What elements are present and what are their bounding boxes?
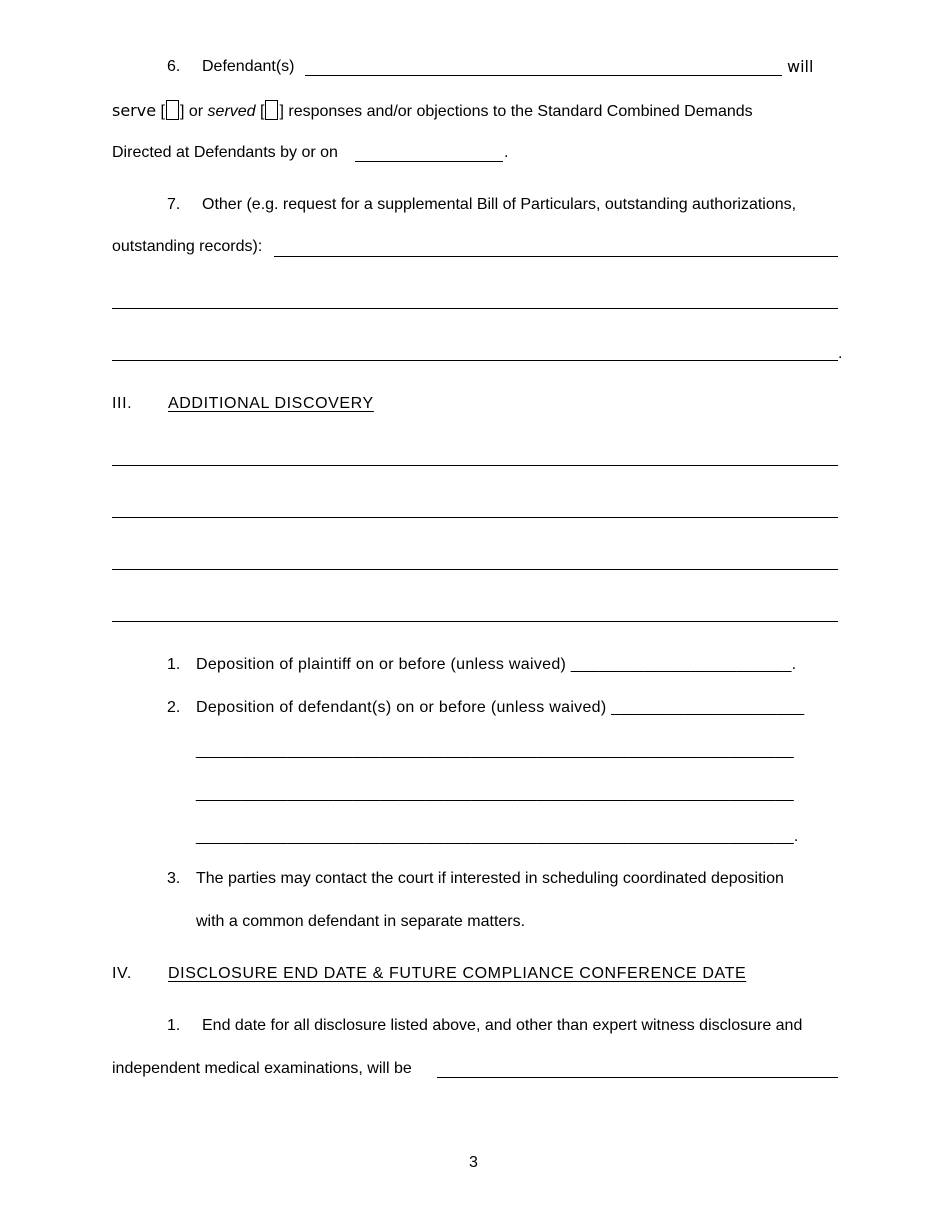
item-7-line2: outstanding records): (112, 238, 263, 255)
section-3-item-1-text: Deposition of plaintiff on or before (unless waived) ________________________. (196, 656, 797, 673)
item-6-period: . (504, 144, 509, 161)
page-number: 3 (469, 1154, 478, 1171)
section-3-item-3-number: 3. (167, 870, 181, 887)
section-3-item-2-blank-2[interactable]: _________________________________________________________________ (196, 785, 794, 802)
or-word: or (188, 103, 204, 120)
served-checkbox[interactable] (265, 100, 278, 120)
section-4-item-1-number: 1. (167, 1017, 181, 1034)
serve-word: serve (112, 101, 157, 120)
demands-date-field[interactable] (355, 161, 503, 162)
additional-discovery-line-4[interactable] (112, 621, 838, 622)
section-3-item-1-number: 1. (167, 656, 181, 673)
item-7-period: . (838, 345, 843, 362)
item-6-line3: Directed at Defendants by or on (112, 144, 338, 161)
section-3-item-3-line2: with a common defendant in separate matters. (196, 913, 526, 930)
other-field-line-1[interactable] (274, 256, 838, 257)
section-3-item-3-text: The parties may contact the court if interested in scheduling coordinated deposition (196, 870, 784, 887)
section-4-numeral: IV. (112, 965, 132, 982)
served-word: served (207, 103, 256, 120)
additional-discovery-line-2[interactable] (112, 517, 838, 518)
section-3-item-2-blank-1[interactable]: _________________________________________________________________ (196, 742, 794, 759)
item-7-number: 7. (167, 196, 181, 213)
section-3-item-2-blank-3[interactable]: _________________________________________________________________. (196, 828, 799, 845)
item-6-will: will (787, 57, 814, 76)
section-4-title: DISCLOSURE END DATE & FUTURE COMPLIANCE CONFERENCE DATE (168, 965, 747, 982)
item-7-text: Other (e.g. request for a supplemental Bill of Particulars, outstanding authorizations, (202, 196, 797, 213)
section-3-title: ADDITIONAL DISCOVERY (168, 395, 374, 412)
item-6-label: Defendant(s) (202, 58, 295, 75)
other-field-line-2[interactable] (112, 308, 838, 309)
additional-discovery-line-3[interactable] (112, 569, 838, 570)
section-3-item-2-number: 2. (167, 699, 181, 716)
defendant-name-field[interactable] (305, 75, 782, 76)
serve-checkbox[interactable] (166, 100, 179, 120)
item-6-line2: serve [ ] or served [ ] responses and/or objections to the Standard Combined Demands (112, 101, 753, 120)
item-6-text: responses and/or objections to the Standard Combined Demands (288, 103, 753, 120)
additional-discovery-line-1[interactable] (112, 465, 838, 466)
section-4-item-1-line2: independent medical examinations, will be (112, 1060, 412, 1077)
other-field-line-3[interactable] (112, 360, 838, 361)
section-3-item-2-text: Deposition of defendant(s) on or before (unless waived) _____________________ (196, 699, 805, 716)
end-date-field[interactable] (437, 1077, 838, 1078)
section-4-item-1-text: End date for all disclosure listed above, and other than expert witness disclosure and (202, 1017, 803, 1034)
section-3-numeral: III. (112, 395, 133, 412)
item-6-number: 6. (167, 58, 181, 75)
